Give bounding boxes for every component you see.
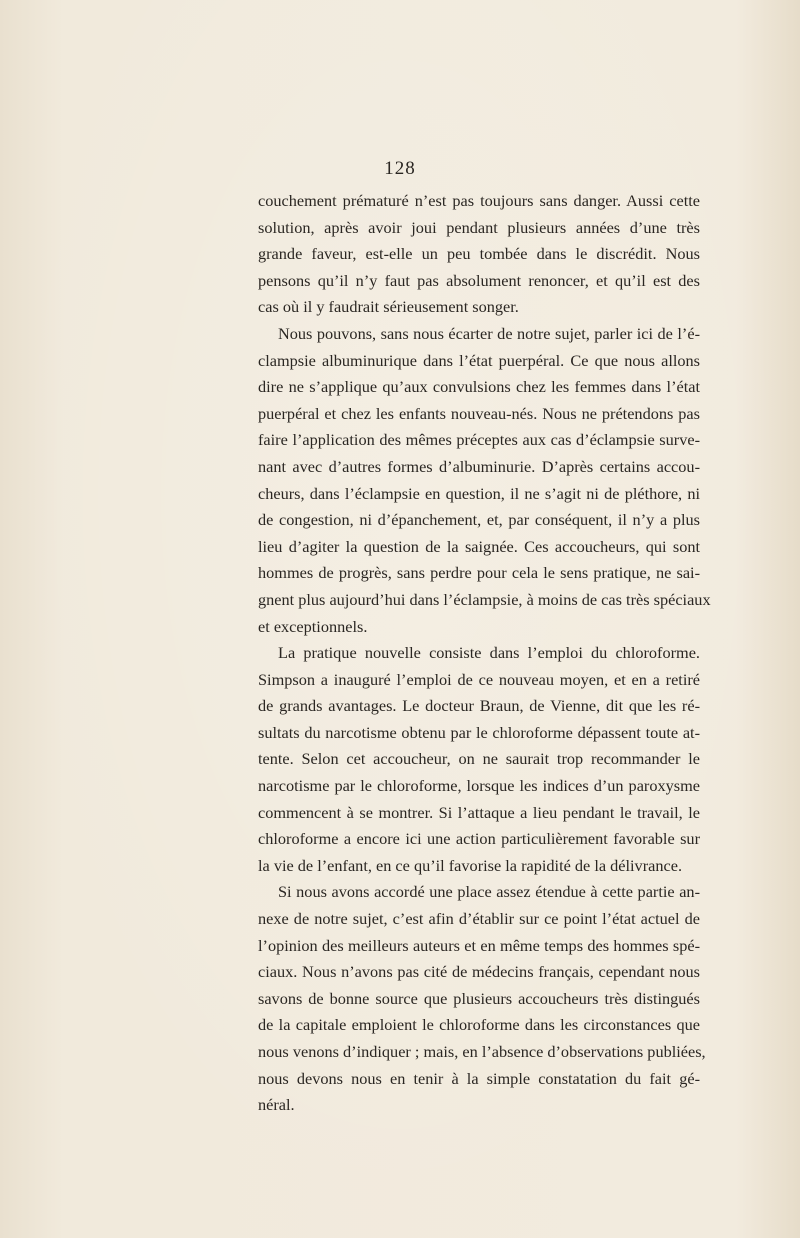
text-line: lieu d’agiter la question de la saignée. Ces accoucheurs, qui sont [258,536,700,556]
text-line: nous devons nous en tenir à la simple constatation du fait gé- [258,1068,700,1088]
text-line: la vie de l’enfant, en ce qu’il favorise la rapidité de la délivrance. [258,855,683,875]
text-line: clampsie albuminurique dans l’état puerpéral. Ce que nous allons [258,350,700,370]
text-line: Simpson a inauguré l’emploi de ce nouveau moyen, et en a retiré [258,669,700,689]
text-line: Nous pouvons, sans nous écarter de notre sujet, parler ici de l’é- [278,323,700,343]
text-line: commencent à se montrer. Si l’attaque a lieu pendant le travail, le [258,802,700,822]
text-line: narcotisme par le chloroforme, lorsque les indices d’un paroxysme [258,776,700,796]
paragraph-3 [258,640,700,879]
text-line: La pratique nouvelle consiste dans l’emploi du chloroforme. [278,643,700,663]
paragraph-1 [258,188,700,321]
paragraph-4 [258,879,706,1118]
text-line: sultats du narcotisme obtenu par le chloroforme dépassent toute at- [258,722,700,742]
text-line: cas où il y faudrait sérieusement songer. [258,297,519,317]
text-line: de grands avantages. Le docteur Braun, de Vienne, dit que les ré- [258,696,700,716]
body-text [258,188,711,1119]
text-line: cheurs, dans l’éclampsie en question, il ne s’agit ni de pléthore, ni [258,483,700,503]
text-line: dire ne s’applique qu’aux convulsions chez les femmes dans l’état [258,377,700,397]
text-line: savons de bonne source que plusieurs accoucheurs très distingués [258,988,700,1008]
text-line: Si nous avons accordé une place assez étendue à cette partie an- [278,882,700,902]
text-line: faire l’application des mêmes préceptes aux cas d’éclampsie surve- [258,430,700,450]
paragraph-2 [258,321,711,640]
text-line: l’opinion des meilleurs auteurs et en même temps des hommes spé- [258,935,700,955]
text-line: puerpéral et chez les enfants nouveau-nés. Nous ne prétendons pas [258,403,700,423]
text-line: nous venons d’indiquer ; mais, en l’absence d’observations publiées, [258,1042,706,1061]
text-line: de congestion, ni d’épanchement, et, par conséquent, il n’y a plus [258,510,700,530]
text-line: nant avec d’autres formes d’albuminurie. D’après certains accou- [258,456,700,476]
text-line: gnent plus aujourd’hui dans l’éclampsie, à moins de cas très spéciaux [258,589,711,609]
page-number: 128 [384,158,416,179]
text-line: néral. [258,1095,295,1115]
text-line: et exceptionnels. [258,616,368,636]
text-line: grande faveur, est-elle un peu tombée dans le discrédit. Nous [258,244,700,264]
text-line: hommes de progrès, sans perdre pour cela le sens pratique, ne sai- [258,563,700,583]
text-line: de la capitale emploient le chloroforme dans les circonstances que [258,1015,700,1035]
text-line: couchement prématuré n’est pas toujours sans danger. Aussi cette [258,191,700,210]
text-line: pensons qu’il n’y faut pas absolument renoncer, et qu’il est des [258,270,700,290]
text-line: chloroforme a encore ici une action particulièrement favorable sur [258,829,700,849]
text-line: solution, après avoir joui pendant plusieurs années d’une très [258,217,700,237]
text-line: tente. Selon cet accoucheur, on ne saurait trop recommander le [258,749,700,769]
text-line: ciaux. Nous n’avons pas cité de médecins français, cependant nous [258,962,700,982]
text-line: nexe de notre sujet, c’est afin d’établir sur ce point l’état actuel de [258,909,700,929]
